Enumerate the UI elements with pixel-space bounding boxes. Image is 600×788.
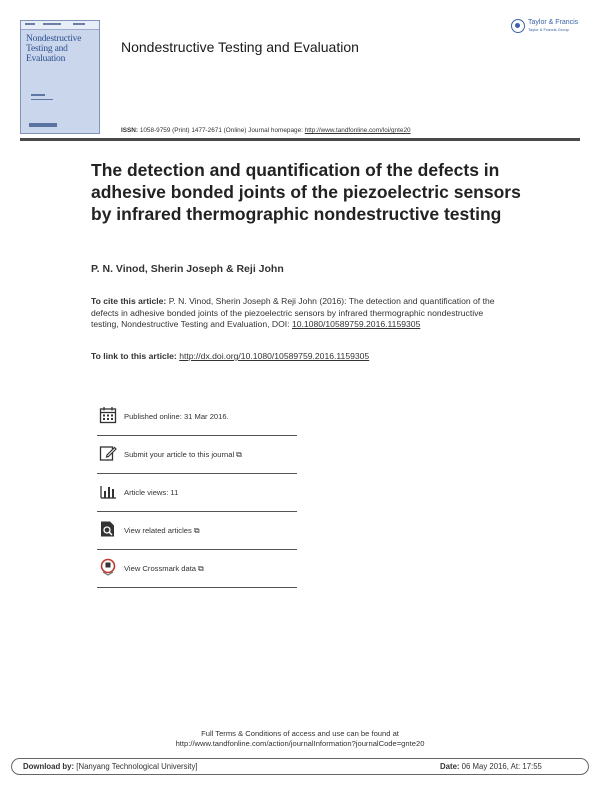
cover-title-line: Evaluation <box>26 54 66 64</box>
publisher-logo-text: Taylor & Francis <box>528 19 579 26</box>
publisher-logo-icon <box>511 19 525 33</box>
calendar-icon <box>99 406 117 424</box>
views-row <box>97 473 297 512</box>
citation-block <box>91 296 511 331</box>
terms-line: Full Terms & Conditions of access and use can be found at <box>201 729 399 738</box>
submit-article-link[interactable] <box>124 450 242 460</box>
cover-line <box>31 94 45 96</box>
download-by-label: Download by: <box>23 762 75 771</box>
cover-top-band <box>21 21 99 30</box>
edit-icon <box>99 444 117 462</box>
citation-text: P. N. Vinod, Sherin Joseph & Reji John (2016): The detection and quantification of the defects in adhesive bonded joints of the piezoelectric sensors by infrared thermographic nondestructive testing, Nondestructive Testing and Evaluation, DOI: <box>91 296 495 329</box>
view-crossmark-label: View Crossmark data <box>124 564 197 573</box>
article-link-line <box>91 351 369 361</box>
issn-label: ISSN: <box>121 127 139 134</box>
citation-label: To cite this article: <box>91 296 167 306</box>
article-title: The detection and quantification of the defects in adhesive bonded joints of the piezoelectric sensors by infrared thermographic nondestructive testing <box>91 160 521 224</box>
article-authors: P. N. Vinod, Sherin Joseph & Reji John <box>91 263 284 275</box>
cover-publisher-logo <box>29 123 57 127</box>
bar-chart-icon <box>99 482 117 500</box>
cover-title-line: Nondestructive <box>26 34 82 44</box>
cover-text-lines <box>31 94 53 103</box>
related-row[interactable] <box>97 511 297 550</box>
download-date <box>440 762 542 771</box>
submit-row[interactable] <box>97 435 297 474</box>
cover-band-mark <box>25 23 35 25</box>
header-divider <box>20 138 580 141</box>
download-by-value: [Nanyang Technological University] <box>76 762 198 771</box>
download-bar <box>11 758 589 775</box>
crossmark-row[interactable] <box>97 549 297 588</box>
cover-title <box>26 34 96 64</box>
related-articles-icon <box>99 520 117 538</box>
terms-footer <box>0 729 600 749</box>
publisher-logo[interactable] <box>511 19 585 37</box>
issn-line <box>121 127 411 134</box>
cover-title-line: Testing and <box>26 44 68 54</box>
issn-text: 1058-9759 (Print) 1477-2671 (Online) Journal homepage: <box>139 127 303 134</box>
external-link-icon: ⧉ <box>193 526 200 535</box>
article-link-url[interactable]: http://dx.doi.org/10.1080/10589759.2016.1159305 <box>179 351 370 361</box>
external-link-icon: ⧉ <box>236 450 242 459</box>
terms-url[interactable]: http://www.tandfonline.com/action/journalInformation?journalCode=gnte20 <box>175 739 425 748</box>
external-link-icon: ⧉ <box>198 564 204 573</box>
cover-line <box>31 99 53 101</box>
article-link-label: To link to this article: <box>91 351 177 361</box>
journal-homepage-link[interactable]: http://www.tandfonline.com/loi/gnte20 <box>304 127 411 134</box>
view-related-link[interactable] <box>124 526 200 536</box>
published-row <box>97 397 297 436</box>
publisher-logo-subtext: Taylor & Francis Group <box>528 27 569 32</box>
crossmark-icon <box>99 558 117 576</box>
citation-doi-link[interactable]: 10.1080/10589759.2016.1159305 <box>291 319 421 329</box>
cover-band-mark <box>73 23 85 25</box>
cover-band-mark <box>43 23 61 25</box>
journal-cover[interactable] <box>20 20 100 134</box>
download-date-label: Date: <box>440 762 460 771</box>
view-crossmark-link[interactable] <box>124 564 204 574</box>
published-date: Published online: 31 Mar 2016. <box>124 412 229 421</box>
journal-title[interactable]: Nondestructive Testing and Evaluation <box>121 39 359 55</box>
submit-article-label: Submit your article to this journal <box>124 450 235 459</box>
article-views: Article views: 11 <box>124 488 179 497</box>
view-related-label: View related articles <box>124 526 192 535</box>
download-by <box>23 762 198 771</box>
download-date-value: 06 May 2016, At: 17:55 <box>461 762 542 771</box>
